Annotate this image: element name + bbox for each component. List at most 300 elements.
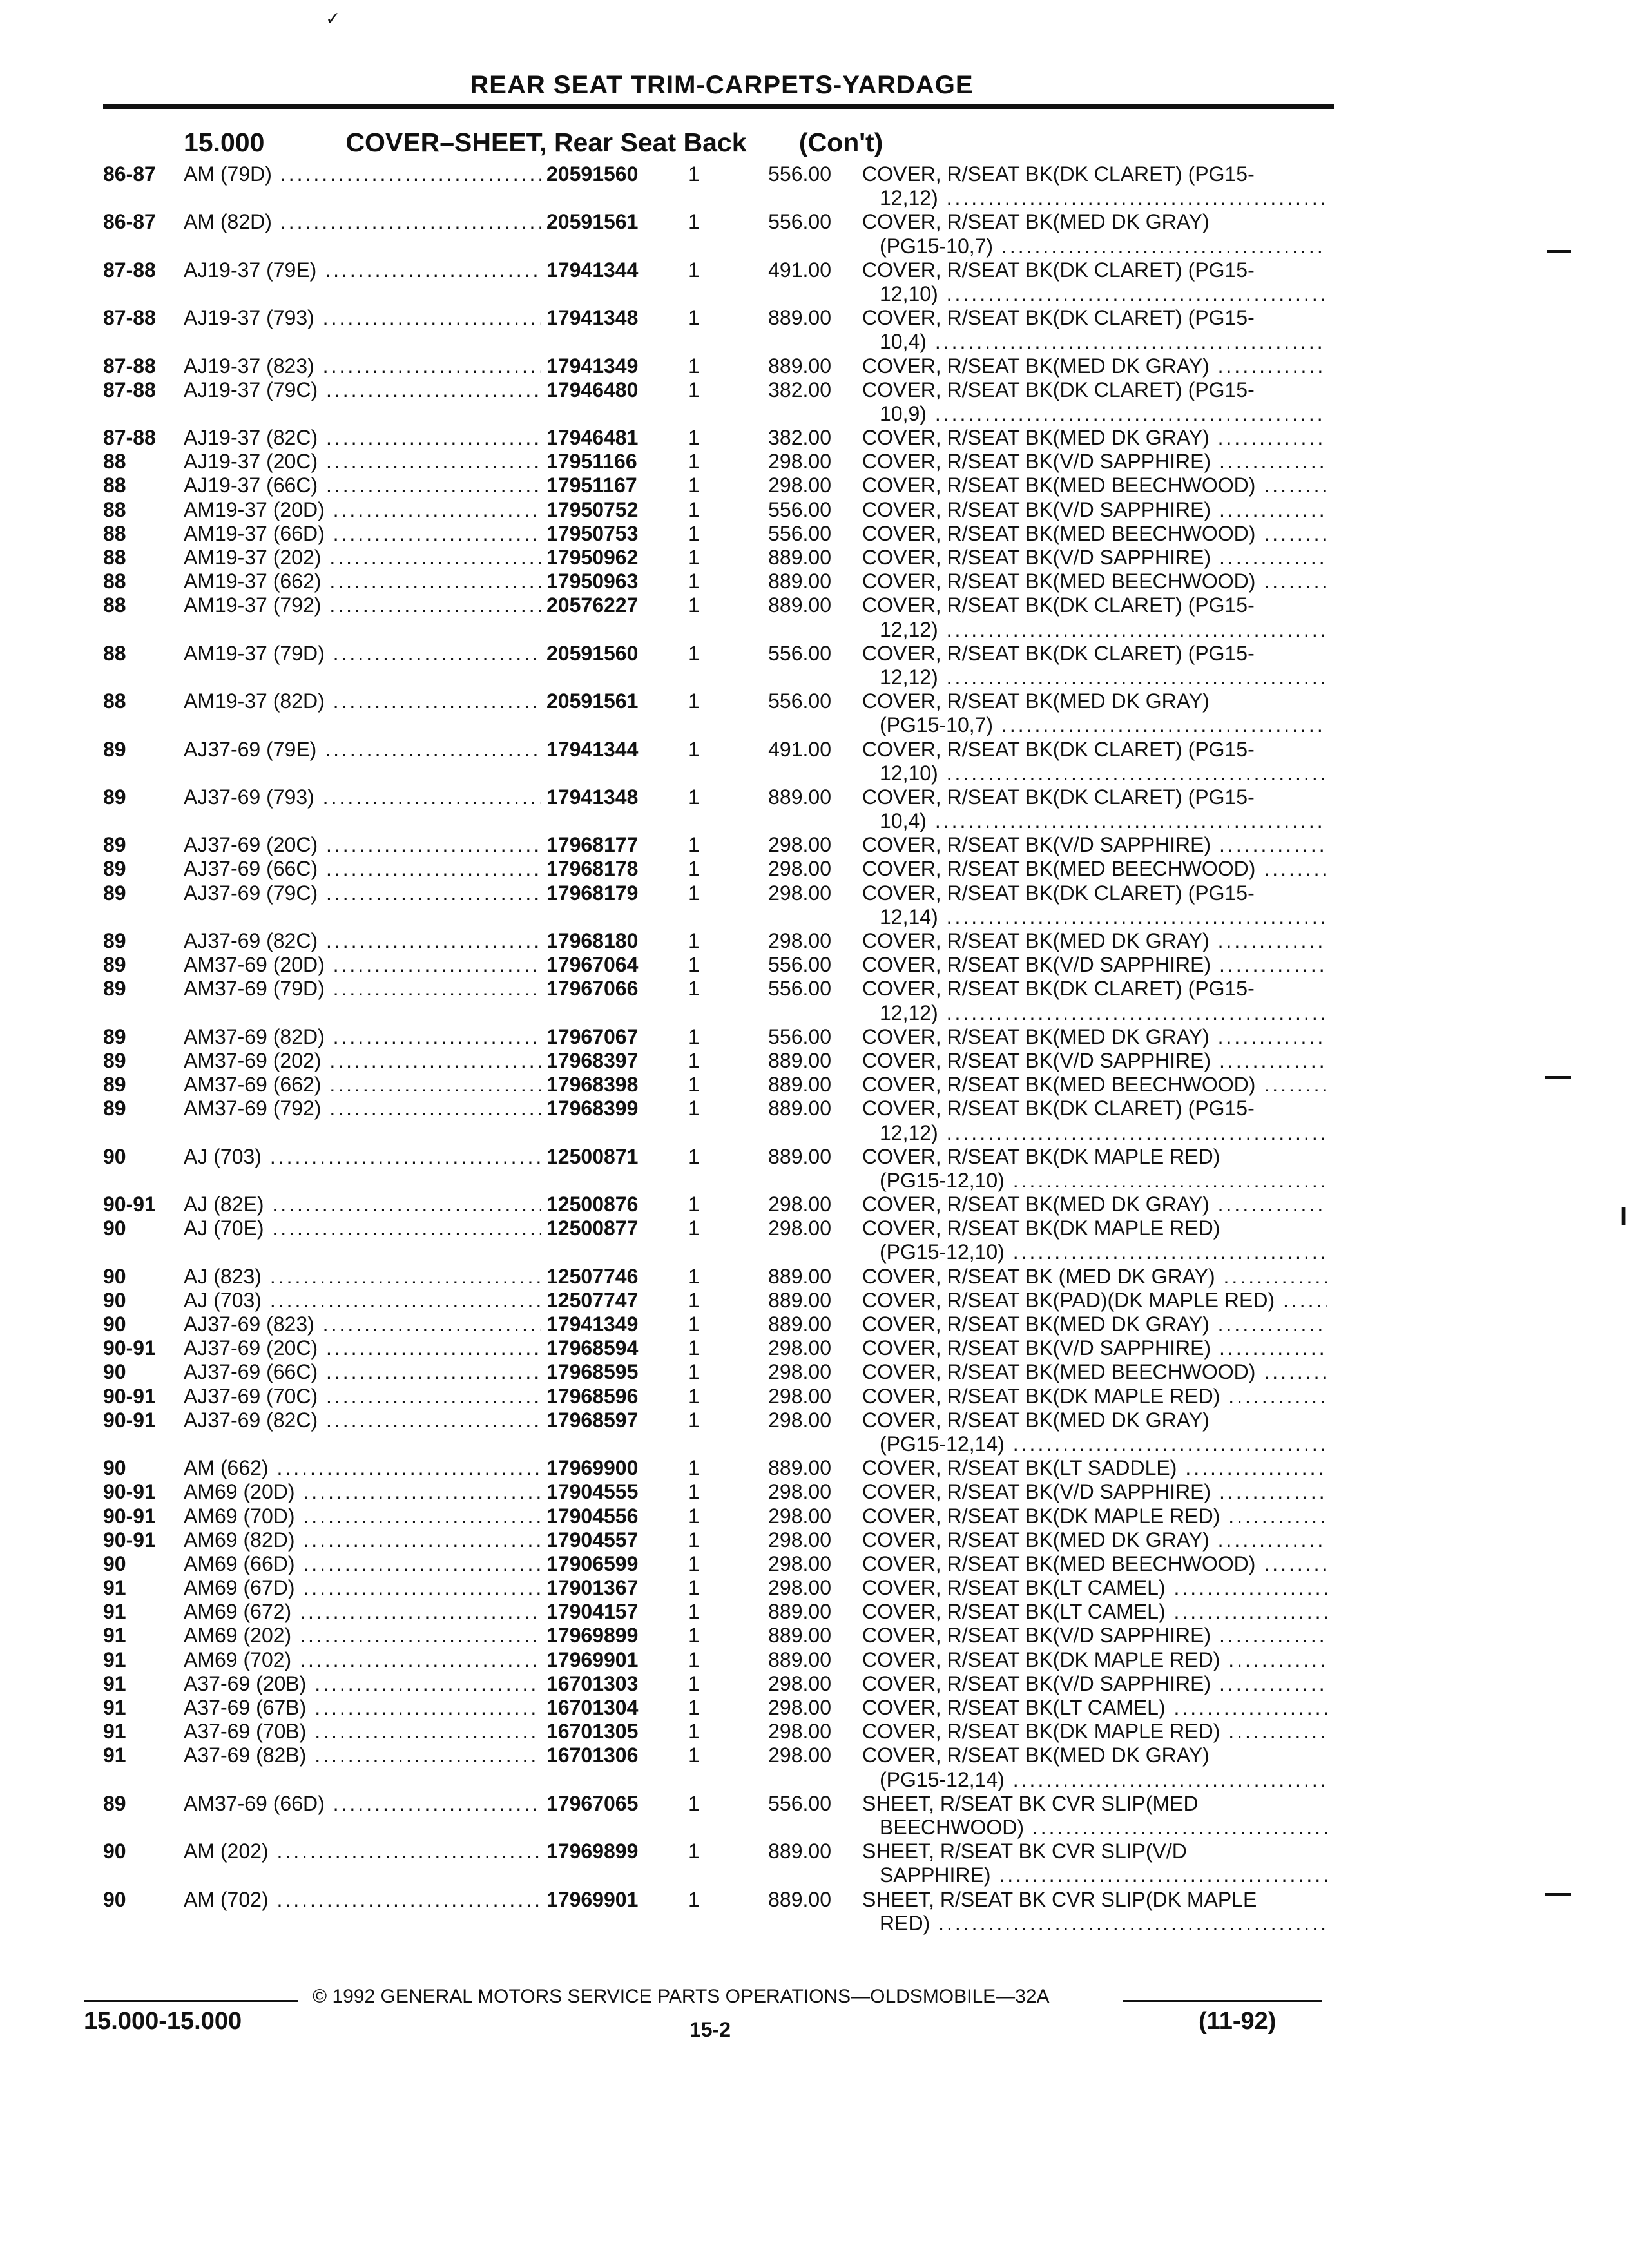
quantity-cell: 1 [688,1336,708,1360]
part-number-cell: 17941349 [541,354,778,378]
price-cell: 889.00 [741,785,831,809]
quantity-cell: 1 [688,1216,708,1240]
table-row [103,1648,1340,1672]
description-cell: COVER, R/SEAT BK(MED DK GRAY) [862,1744,1210,1767]
description-cell: COVER, R/SEAT BK(LT SADDLE) ..... [862,1456,1327,1480]
description-cell: 10,4) ..... [880,330,1327,354]
model-cell: AM37-69 (66D) ..... [184,1792,628,1816]
price-cell: 889.00 [741,1624,831,1648]
table-row [103,450,1340,474]
description-cell: 12,10) ..... [880,282,1327,306]
part-number-cell: 17968597 [541,1408,778,1432]
part-number-cell: 17946481 [541,426,778,450]
model-cell: AM69 (70D) ..... [184,1504,628,1528]
table-row [103,953,1340,977]
price-cell: 556.00 [741,1025,831,1049]
description-cell: COVER, R/SEAT BK(MED DK GRAY) ..... [862,426,1327,450]
price-cell: 889.00 [741,1265,831,1289]
quantity-cell: 1 [688,833,708,857]
price-cell: 556.00 [741,498,831,522]
description-cell: SHEET, R/SEAT BK CVR SLIP(MED [862,1791,1199,1815]
year-cell: 88 [103,497,126,521]
table-row [103,1408,1340,1432]
quantity-cell: 1 [688,426,708,450]
description-cell: COVER, R/SEAT BK(V/D SAPPHIRE) ..... [862,1049,1327,1073]
description-cell: COVER, R/SEAT BK (MED DK GRAY) ..... [862,1265,1327,1289]
margin-dash [1545,1893,1571,1896]
quantity-cell: 1 [688,1600,708,1624]
price-cell: 556.00 [741,162,831,186]
quantity-cell: 1 [688,1073,708,1097]
price-cell: 298.00 [741,1193,831,1216]
year-cell: 88 [103,450,126,474]
year-cell: 90 [103,1360,126,1384]
description-cell: COVER, R/SEAT BK(DK CLARET) (PG15- [862,258,1255,282]
price-cell: 298.00 [741,1696,831,1720]
quantity-cell: 1 [688,1360,708,1384]
year-cell: 91 [103,1624,126,1648]
price-cell: 889.00 [741,593,831,617]
year-cell: 90-91 [103,1193,156,1216]
description-cell: (PG15-12,14) ..... [880,1432,1327,1456]
year-cell: 88 [103,641,126,665]
margin-dash [1545,1076,1571,1079]
year-cell: 88 [103,689,126,713]
price-cell: 298.00 [741,1216,831,1240]
price-cell: 556.00 [741,522,831,546]
price-cell: 298.00 [741,833,831,857]
table-row [103,1672,1340,1696]
year-cell: 90 [103,1552,126,1575]
quantity-cell: 1 [688,210,708,234]
part-number-cell: 17967064 [541,953,778,977]
quantity-cell: 1 [688,1289,708,1312]
quantity-cell: 1 [688,1456,708,1480]
year-cell: 90-91 [103,1384,156,1408]
quantity-cell: 1 [688,1888,708,1912]
year-cell: 90 [103,1264,126,1288]
quantity-cell: 1 [688,1576,708,1600]
price-cell: 889.00 [741,570,831,593]
pen-tick-mark: ✓ [325,8,341,28]
part-number-cell: 17951166 [541,450,778,474]
table-row [103,1073,1340,1097]
description-cell: COVER, R/SEAT BK(V/D SAPPHIRE) ..... [862,450,1327,474]
description-cell: 12,12) ..... [880,186,1327,210]
description-cell: 12,12) ..... [880,1121,1327,1145]
description-cell: COVER, R/SEAT BK(DK MAPLE RED) [862,1216,1220,1240]
quantity-cell: 1 [688,1552,708,1576]
part-number-cell: 17969899 [541,1624,778,1648]
table-row [103,570,1340,593]
description-cell: (PG15-12,10) ..... [880,1240,1327,1264]
description-cell: COVER, R/SEAT BK(MED BEECHWOOD) ..... [862,1552,1327,1576]
model-cell: AM69 (20D) ..... [184,1480,628,1504]
model-cell: AM37-69 (662) ..... [184,1073,628,1097]
part-number-cell: 16701303 [541,1672,778,1696]
quantity-cell: 1 [688,1408,708,1432]
year-cell: 90 [103,1840,126,1863]
table-row [103,1265,1340,1289]
footer-section-range: 15.000-15.000 [84,2008,242,2035]
table-row-continuation [103,762,1340,785]
part-number-cell: 17904556 [541,1504,778,1528]
table-row [103,306,1340,330]
description-cell: COVER, R/SEAT BK(DK CLARET) (PG15- [862,785,1255,809]
description-cell: (PG15-10,7) ..... [880,713,1327,737]
table-row [103,1504,1340,1528]
table-row [103,785,1340,809]
table-row [103,1025,1340,1049]
quantity-cell: 1 [688,306,708,330]
part-number-cell: 20591560 [541,162,778,186]
part-number-cell: 20591561 [541,689,778,713]
description-cell: 10,4) ..... [880,809,1327,833]
description-cell: RED) ..... [880,1912,1327,1936]
price-cell: 889.00 [741,306,831,330]
table-row [103,1360,1340,1384]
quantity-cell: 1 [688,1312,708,1336]
model-cell: AJ37-69 (70C) ..... [184,1385,628,1408]
table-row [103,1049,1340,1073]
part-number-cell: 16701306 [541,1744,778,1767]
part-number-cell: 17968594 [541,1336,778,1360]
year-cell: 89 [103,1097,126,1120]
year-cell: 91 [103,1576,126,1600]
part-number-cell: 17904557 [541,1528,778,1552]
quantity-cell: 1 [688,1025,708,1049]
model-cell: AJ37-69 (793) ..... [184,785,628,809]
table-row [103,1576,1340,1600]
price-cell: 298.00 [741,1744,831,1767]
part-number-cell: 17968180 [541,929,778,953]
year-cell: 89 [103,737,126,761]
model-cell: AM (79D) ..... [184,162,628,186]
quantity-cell: 1 [688,738,708,762]
description-cell: COVER, R/SEAT BK(LT CAMEL) ..... [862,1576,1327,1600]
part-number-cell: 17968177 [541,833,778,857]
description-cell: COVER, R/SEAT BK(V/D SAPPHIRE) ..... [862,546,1327,570]
description-cell: COVER, R/SEAT BK(MED BEECHWOOD) ..... [862,474,1327,497]
price-cell: 556.00 [741,977,831,1001]
quantity-cell: 1 [688,1696,708,1720]
price-cell: 556.00 [741,953,831,977]
part-number-cell: 17941344 [541,738,778,762]
model-cell: AM37-69 (792) ..... [184,1097,628,1120]
part-number-cell: 17951167 [541,474,778,497]
description-cell: COVER, R/SEAT BK(V/D SAPPHIRE) ..... [862,833,1327,857]
model-cell: AM (202) ..... [184,1840,628,1863]
table-row-continuation [103,235,1340,258]
description-cell: COVER, R/SEAT BK(DK CLARET) (PG15- [862,977,1255,1001]
table-row [103,1097,1340,1120]
year-cell: 90 [103,1887,126,1911]
quantity-cell: 1 [688,1624,708,1648]
part-number-cell: 17950962 [541,546,778,570]
year-cell: 90 [103,1456,126,1480]
quantity-cell: 1 [688,785,708,809]
model-cell: A37-69 (70B) ..... [184,1720,628,1744]
part-number-cell: 17968399 [541,1097,778,1120]
year-cell: 89 [103,1024,126,1048]
price-cell: 556.00 [741,642,831,666]
model-cell: AM69 (702) ..... [184,1648,628,1672]
model-cell: AM19-37 (79D) ..... [184,642,628,666]
description-cell: COVER, R/SEAT BK(MED DK GRAY) ..... [862,1025,1327,1049]
model-cell: AJ37-69 (79E) ..... [184,738,628,762]
model-cell: AM19-37 (20D) ..... [184,498,628,522]
table-row [103,1456,1340,1480]
part-number-cell: 17969901 [541,1648,778,1672]
table-row [103,546,1340,570]
model-cell: A37-69 (20B) ..... [184,1672,628,1696]
year-cell: 89 [103,857,126,881]
model-cell: AJ37-69 (82C) ..... [184,1408,628,1432]
year-cell: 90 [103,1312,126,1336]
model-cell: A37-69 (67B) ..... [184,1696,628,1720]
part-number-cell: 16701304 [541,1696,778,1720]
model-cell: AJ37-69 (82C) ..... [184,929,628,953]
price-cell: 889.00 [741,354,831,378]
description-cell: COVER, R/SEAT BK(DK CLARET) (PG15- [862,593,1255,617]
description-cell: COVER, R/SEAT BK(V/D SAPPHIRE) ..... [862,1480,1327,1504]
year-cell: 89 [103,833,126,857]
year-cell: 88 [103,570,126,593]
model-cell: AJ19-37 (793) ..... [184,306,628,330]
description-cell: COVER, R/SEAT BK(MED DK GRAY) ..... [862,929,1327,953]
quantity-cell: 1 [688,593,708,617]
part-number-cell: 20576227 [541,593,778,617]
margin-bracket: I [1620,1202,1628,1231]
table-row [103,1600,1340,1624]
table-row [103,1385,1340,1408]
price-cell: 298.00 [741,1360,831,1384]
description-cell: COVER, R/SEAT BK(DK CLARET) (PG15- [862,641,1255,665]
description-cell: COVER, R/SEAT BK(MED DK GRAY) ..... [862,1312,1327,1336]
footer-rule [1123,2000,1322,2002]
table-row-continuation [103,809,1340,833]
description-cell: 12,12) ..... [880,1001,1327,1025]
model-cell: AM69 (202) ..... [184,1624,628,1648]
description-cell: COVER, R/SEAT BK(DK CLARET) (PG15- [862,162,1255,186]
description-cell: COVER, R/SEAT BK(DK CLARET) (PG15- [862,737,1255,761]
description-cell: COVER, R/SEAT BK(LT CAMEL) ..... [862,1600,1327,1624]
year-cell: 91 [103,1648,126,1671]
description-cell: 12,10) ..... [880,762,1327,785]
price-cell: 491.00 [741,258,831,282]
price-cell: 889.00 [741,1648,831,1672]
year-cell: 89 [103,977,126,1001]
price-cell: 889.00 [741,1600,831,1624]
table-row [103,378,1340,402]
year-cell: 89 [103,881,126,905]
table-row-continuation [103,1816,1340,1840]
quantity-cell: 1 [688,1792,708,1816]
quantity-cell: 1 [688,953,708,977]
quantity-cell: 1 [688,546,708,570]
price-cell: 382.00 [741,378,831,402]
description-cell: (PG15-12,10) ..... [880,1169,1327,1193]
table-row [103,833,1340,857]
table-row-continuation [103,666,1340,689]
part-number-cell: 17950752 [541,498,778,522]
table-row-continuation [103,1432,1340,1456]
price-cell: 298.00 [741,1720,831,1744]
model-cell: AJ (823) ..... [184,1265,628,1289]
quantity-cell: 1 [688,1097,708,1120]
table-row-continuation [103,618,1340,642]
quantity-cell: 1 [688,857,708,881]
model-cell: AM37-69 (79D) ..... [184,977,628,1001]
year-cell: 90 [103,1216,126,1240]
table-row-continuation [103,1169,1340,1193]
quantity-cell: 1 [688,1049,708,1073]
year-cell: 88 [103,546,126,569]
description-cell: COVER, R/SEAT BK(MED BEECHWOOD) ..... [862,1073,1327,1097]
price-cell: 298.00 [741,881,831,905]
table-row [103,522,1340,546]
price-cell: 298.00 [741,1480,831,1504]
price-cell: 889.00 [741,1888,831,1912]
model-cell: AJ37-69 (79C) ..... [184,881,628,905]
part-number-cell: 17969900 [541,1456,778,1480]
model-cell: A37-69 (82B) ..... [184,1744,628,1767]
description-cell: COVER, R/SEAT BK(DK CLARET) (PG15- [862,1097,1255,1120]
year-cell: 90-91 [103,1336,156,1360]
quantity-cell: 1 [688,378,708,402]
table-row [103,738,1340,762]
table-row-continuation [103,1912,1340,1936]
table-row [103,881,1340,905]
table-row [103,1792,1340,1816]
table-row [103,1744,1340,1767]
table-row [103,977,1340,1001]
price-cell: 382.00 [741,426,831,450]
description-cell: COVER, R/SEAT BK(DK CLARET) (PG15- [862,378,1255,401]
part-number-cell: 20591560 [541,642,778,666]
quantity-cell: 1 [688,522,708,546]
part-number-cell: 16701305 [541,1720,778,1744]
table-row [103,162,1340,186]
price-cell: 556.00 [741,210,831,234]
table-row-continuation [103,713,1340,737]
table-row-continuation [103,282,1340,306]
table-row [103,1216,1340,1240]
description-cell: (PG15-10,7) ..... [880,235,1327,258]
description-cell: SHEET, R/SEAT BK CVR SLIP(DK MAPLE [862,1887,1257,1911]
year-cell: 87-88 [103,306,156,330]
model-cell: AM19-37 (662) ..... [184,570,628,593]
price-cell: 556.00 [741,689,831,713]
description-cell: COVER, R/SEAT BK(MED BEECHWOOD) ..... [862,570,1327,593]
part-number-cell: 17967066 [541,977,778,1001]
page-title: REAR SEAT TRIM-CARPETS-YARDAGE [470,71,974,99]
part-number-cell: 17968178 [541,857,778,881]
table-row [103,1312,1340,1336]
table-row-continuation [103,330,1340,354]
price-cell: 889.00 [741,1049,831,1073]
part-number-cell: 17968397 [541,1049,778,1073]
description-cell: COVER, R/SEAT BK(MED DK GRAY) [862,689,1210,713]
quantity-cell: 1 [688,498,708,522]
price-cell: 298.00 [741,1408,831,1432]
quantity-cell: 1 [688,1648,708,1672]
quantity-cell: 1 [688,1672,708,1696]
price-cell: 889.00 [741,1145,831,1169]
footer-page-number: 15-2 [689,2018,731,2041]
description-cell: COVER, R/SEAT BK(V/D SAPPHIRE) ..... [862,498,1327,522]
year-cell: 89 [103,1048,126,1072]
description-cell: 12,12) ..... [880,618,1327,642]
year-cell: 87-88 [103,426,156,450]
part-number-cell: 20591561 [541,210,778,234]
model-cell: AJ37-69 (20C) ..... [184,833,628,857]
part-number-cell: 17950753 [541,522,778,546]
part-number-cell: 17968179 [541,881,778,905]
year-cell: 88 [103,593,126,617]
part-number-cell: 17941348 [541,306,778,330]
year-cell: 90-91 [103,1480,156,1504]
table-row [103,642,1340,666]
quantity-cell: 1 [688,258,708,282]
table-row [103,1888,1340,1912]
year-cell: 86-87 [103,210,156,234]
table-row-continuation [103,1121,1340,1145]
description-cell: COVER, R/SEAT BK(V/D SAPPHIRE) ..... [862,1336,1327,1360]
price-cell: 298.00 [741,857,831,881]
description-cell: COVER, R/SEAT BK(MED DK GRAY) ..... [862,354,1327,378]
model-cell: AJ37-69 (823) ..... [184,1312,628,1336]
quantity-cell: 1 [688,474,708,497]
description-cell: COVER, R/SEAT BK(V/D SAPPHIRE) ..... [862,1672,1327,1696]
table-row [103,258,1340,282]
table-row-continuation [103,1768,1340,1792]
model-cell: AM19-37 (66D) ..... [184,522,628,546]
quantity-cell: 1 [688,689,708,713]
price-cell: 298.00 [741,929,831,953]
part-number-cell: 17950963 [541,570,778,593]
part-number-cell: 12500877 [541,1216,778,1240]
description-cell: COVER, R/SEAT BK(DK CLARET) (PG15- [862,306,1255,330]
price-cell: 889.00 [741,1073,831,1097]
margin-dash [1547,250,1571,253]
section-number: 15.000 [184,128,265,157]
model-cell: AM (82D) ..... [184,210,628,234]
model-cell: AJ19-37 (79E) ..... [184,258,628,282]
footer-copyright: © 1992 GENERAL MOTORS SERVICE PARTS OPERATIONS—OLDSMOBILE—32A [313,1986,1050,2007]
part-number-cell: 17968398 [541,1073,778,1097]
parts-list [103,162,1340,1936]
description-cell: COVER, R/SEAT BK(MED BEECHWOOD) ..... [862,522,1327,546]
table-row [103,498,1340,522]
table-row [103,1720,1340,1744]
quantity-cell: 1 [688,1720,708,1744]
description-cell: COVER, R/SEAT BK(MED DK GRAY) ..... [862,1193,1327,1216]
table-row [103,1289,1340,1312]
quantity-cell: 1 [688,642,708,666]
table-row [103,1193,1340,1216]
quantity-cell: 1 [688,354,708,378]
table-row [103,1145,1340,1169]
price-cell: 298.00 [741,1528,831,1552]
part-number-cell: 17906599 [541,1552,778,1576]
model-cell: AJ19-37 (823) ..... [184,354,628,378]
table-row [103,857,1340,881]
year-cell: 88 [103,474,126,497]
table-row-continuation [103,402,1340,426]
year-cell: 87-88 [103,378,156,401]
quantity-cell: 1 [688,1265,708,1289]
